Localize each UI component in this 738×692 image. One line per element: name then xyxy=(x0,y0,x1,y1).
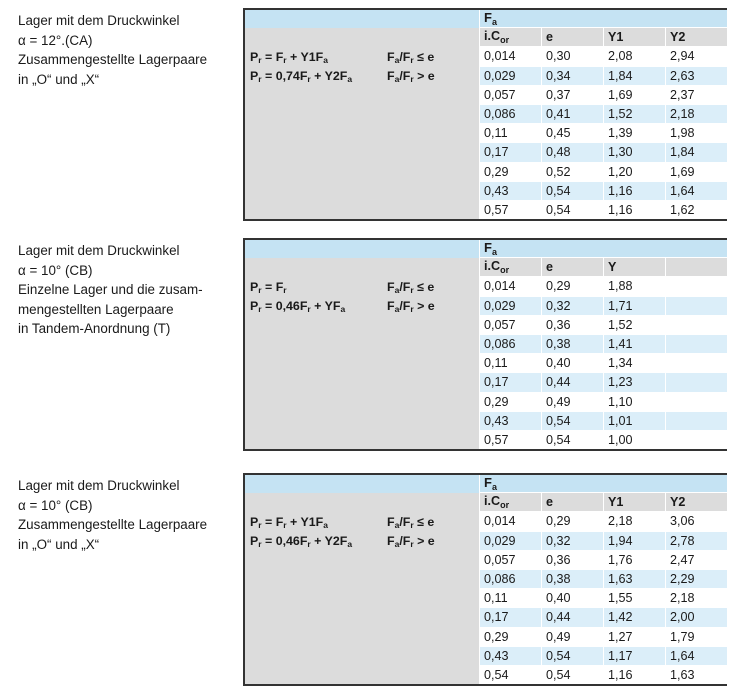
value-cell: 1,55 xyxy=(604,589,666,608)
table-bottom-border xyxy=(243,219,727,221)
value-cell: 0,54 xyxy=(542,430,604,449)
table-top-border xyxy=(243,238,727,240)
value-cell: 0,37 xyxy=(542,85,604,104)
value-cell: 0,54 xyxy=(542,646,604,665)
value-cell: 2,94 xyxy=(666,47,728,66)
load-factor-table xyxy=(243,238,728,450)
value-cell: 1,94 xyxy=(604,531,666,550)
table-left-border xyxy=(243,238,245,450)
column-header: e xyxy=(542,28,604,47)
value-cell: 0,029 xyxy=(480,66,542,85)
equivalent-load-equation: $P_r = 0,46F_r + Y2F_a$ xyxy=(250,533,353,549)
column-header: Y1 xyxy=(604,28,666,47)
value-cell: 0,29 xyxy=(480,162,542,181)
value-cell: 1,69 xyxy=(604,85,666,104)
fa-label: $F_a$ xyxy=(484,239,497,257)
value-cell: 0,32 xyxy=(542,531,604,550)
value-cell: 0,40 xyxy=(542,589,604,608)
load-ratio-condition: $F_a/F_r > e$ xyxy=(387,533,435,549)
value-cell: 2,18 xyxy=(666,104,728,123)
column-header: Y2 xyxy=(666,28,728,47)
description-line: in Tandem-Anordnung (T) xyxy=(18,321,171,336)
formula-cell xyxy=(244,28,480,220)
value-cell: 0,11 xyxy=(480,589,542,608)
value-cell: 0,29 xyxy=(542,277,604,296)
value-cell: 1,34 xyxy=(604,354,666,373)
description-line: α = 10° (CB) xyxy=(18,262,93,278)
value-cell: 1,39 xyxy=(604,124,666,143)
value-cell: 1,63 xyxy=(604,569,666,588)
description-line: in „O“ und „X“ xyxy=(18,536,100,552)
value-cell: 1,42 xyxy=(604,608,666,627)
table-top-border xyxy=(243,473,727,475)
value-cell: 0,014 xyxy=(480,512,542,531)
value-cell: 0,34 xyxy=(542,66,604,85)
formula-cell xyxy=(244,493,480,685)
value-cell: 0,57 xyxy=(480,430,542,449)
table-top-border xyxy=(243,8,727,10)
description-line: α = 12°.(CA) xyxy=(18,32,93,48)
value-cell: 0,29 xyxy=(480,392,542,411)
load-ratio-condition: $F_a/F_r \le e$ xyxy=(387,279,435,295)
value-cell: 1,64 xyxy=(666,646,728,665)
value-cell: 1,63 xyxy=(666,665,728,684)
value-cell: 0,38 xyxy=(542,334,604,353)
value-cell: 2,63 xyxy=(666,66,728,85)
load-ratio-condition: $F_a/F_r > e$ xyxy=(387,298,435,314)
value-cell: 0,43 xyxy=(480,646,542,665)
value-cell xyxy=(666,373,728,392)
value-cell: 0,17 xyxy=(480,373,542,392)
value-cell: 0,40 xyxy=(542,354,604,373)
value-cell: 1,20 xyxy=(604,162,666,181)
value-cell: 2,78 xyxy=(666,531,728,550)
value-cell: 0,057 xyxy=(480,315,542,334)
value-cell: 2,18 xyxy=(604,512,666,531)
value-cell: 1,27 xyxy=(604,627,666,646)
value-cell: 0,29 xyxy=(480,627,542,646)
column-header: e xyxy=(542,258,604,277)
value-cell: 1,41 xyxy=(604,334,666,353)
value-cell: 0,44 xyxy=(542,608,604,627)
load-factor-table xyxy=(243,473,728,685)
value-cell: 0,36 xyxy=(542,550,604,569)
value-cell: 0,057 xyxy=(480,85,542,104)
value-cell: 0,11 xyxy=(480,124,542,143)
column-header: Y xyxy=(604,258,666,277)
value-cell: 0,38 xyxy=(542,569,604,588)
equivalent-load-equation: $P_r = F_r + Y1F_a$ xyxy=(250,49,328,65)
value-cell: 0,057 xyxy=(480,550,542,569)
table-bottom-border xyxy=(243,449,727,451)
description-line: α = 10° (CB) xyxy=(18,497,93,513)
value-cell xyxy=(666,277,728,296)
value-cell: 2,18 xyxy=(666,589,728,608)
value-cell: 0,17 xyxy=(480,608,542,627)
value-cell: 0,029 xyxy=(480,296,542,315)
formula-cell xyxy=(244,258,480,450)
load-ratio-condition: $F_a/F_r > e$ xyxy=(387,68,435,84)
table-bottom-border xyxy=(243,684,727,686)
value-cell: 1,84 xyxy=(604,66,666,85)
value-cell: 0,17 xyxy=(480,143,542,162)
bearing-description xyxy=(18,241,238,339)
value-cell: 1,79 xyxy=(666,627,728,646)
column-header xyxy=(666,258,728,277)
fa-label: $F_a$ xyxy=(484,9,497,27)
value-cell: 1,10 xyxy=(604,392,666,411)
value-cell: 2,37 xyxy=(666,85,728,104)
column-header: e xyxy=(542,493,604,512)
load-ratio-condition: $F_a/F_r \le e$ xyxy=(387,514,435,530)
value-cell: 1,01 xyxy=(604,411,666,430)
value-cell xyxy=(666,296,728,315)
value-cell: 0,11 xyxy=(480,354,542,373)
value-cell: 0,41 xyxy=(542,104,604,123)
column-header: $i.C_{or}$ xyxy=(480,28,542,47)
value-cell: 0,014 xyxy=(480,47,542,66)
equivalent-load-equation: $P_r = 0,46F_r + YF_a$ xyxy=(250,298,346,314)
value-cell: 0,49 xyxy=(542,392,604,411)
column-header: Y2 xyxy=(666,493,728,512)
value-cell: 1,16 xyxy=(604,181,666,200)
description-line: Einzelne Lager und die zusam- xyxy=(18,282,203,297)
value-cell: 0,29 xyxy=(542,512,604,531)
axial-load-header xyxy=(480,9,728,28)
value-cell: 0,086 xyxy=(480,569,542,588)
value-cell: 0,30 xyxy=(542,47,604,66)
value-cell: 1,23 xyxy=(604,373,666,392)
value-cell xyxy=(666,354,728,373)
value-cell: 0,54 xyxy=(542,200,604,219)
value-cell: 1,00 xyxy=(604,430,666,449)
description-line: in „O“ und „X“ xyxy=(18,71,100,87)
value-cell: 0,52 xyxy=(542,162,604,181)
description-line: mengestellten Lagerpaare xyxy=(18,301,174,317)
value-cell: 1,62 xyxy=(666,200,728,219)
value-cell: 2,47 xyxy=(666,550,728,569)
value-cell: 1,30 xyxy=(604,143,666,162)
value-cell: 0,43 xyxy=(480,181,542,200)
value-cell: 1,16 xyxy=(604,665,666,684)
value-cell: 3,06 xyxy=(666,512,728,531)
description-line: Zusammengestellte Lagerpaare xyxy=(18,52,208,67)
table-left-border xyxy=(243,8,245,220)
description-line: Lager mit dem Druckwinkel xyxy=(18,13,180,28)
fa-label: $F_a$ xyxy=(484,474,497,492)
value-cell: 1,98 xyxy=(666,124,728,143)
bearing-description xyxy=(18,11,238,89)
value-cell: 2,00 xyxy=(666,608,728,627)
load-factor-table xyxy=(243,8,728,220)
value-cell: 0,32 xyxy=(542,296,604,315)
bearing-description xyxy=(18,476,238,554)
equivalent-load-equation: $P_r = F_r$ xyxy=(250,279,287,295)
column-header: $i.C_{or}$ xyxy=(480,493,542,512)
value-cell: 0,014 xyxy=(480,277,542,296)
value-cell: 0,57 xyxy=(480,200,542,219)
value-cell: 0,54 xyxy=(542,665,604,684)
value-cell: 0,54 xyxy=(542,181,604,200)
equivalent-load-equation: $P_r = 0,74F_r + Y2F_a$ xyxy=(250,68,353,84)
load-ratio-condition: $F_a/F_r \le e$ xyxy=(387,49,435,65)
value-cell: 0,54 xyxy=(542,411,604,430)
value-cell: 1,52 xyxy=(604,104,666,123)
value-cell xyxy=(666,334,728,353)
value-cell: 1,52 xyxy=(604,315,666,334)
description-line: Lager mit dem Druckwinkel xyxy=(18,243,180,258)
value-cell: 1,64 xyxy=(666,181,728,200)
value-cell: 0,43 xyxy=(480,411,542,430)
value-cell: 2,29 xyxy=(666,569,728,588)
description-line: Zusammengestellte Lagerpaare xyxy=(18,517,208,532)
value-cell xyxy=(666,315,728,334)
value-cell: 1,84 xyxy=(666,143,728,162)
axial-load-header xyxy=(480,474,728,493)
column-header: Y1 xyxy=(604,493,666,512)
value-cell xyxy=(666,392,728,411)
value-cell: 1,76 xyxy=(604,550,666,569)
value-cell: 1,88 xyxy=(604,277,666,296)
value-cell: 0,54 xyxy=(480,665,542,684)
value-cell: 0,36 xyxy=(542,315,604,334)
value-cell xyxy=(666,411,728,430)
equivalent-load-equation: $P_r = F_r + Y1F_a$ xyxy=(250,514,328,530)
value-cell: 0,45 xyxy=(542,124,604,143)
value-cell: 1,16 xyxy=(604,200,666,219)
value-cell: 0,44 xyxy=(542,373,604,392)
value-cell: 2,08 xyxy=(604,47,666,66)
value-cell: 1,17 xyxy=(604,646,666,665)
value-cell: 0,48 xyxy=(542,143,604,162)
description-line: Lager mit dem Druckwinkel xyxy=(18,478,180,493)
value-cell: 1,69 xyxy=(666,162,728,181)
value-cell: 1,71 xyxy=(604,296,666,315)
value-cell: 0,086 xyxy=(480,334,542,353)
value-cell xyxy=(666,430,728,449)
value-cell: 0,029 xyxy=(480,531,542,550)
value-cell: 0,49 xyxy=(542,627,604,646)
column-header: $i.C_{or}$ xyxy=(480,258,542,277)
axial-load-header xyxy=(480,239,728,258)
table-left-border xyxy=(243,473,245,685)
value-cell: 0,086 xyxy=(480,104,542,123)
